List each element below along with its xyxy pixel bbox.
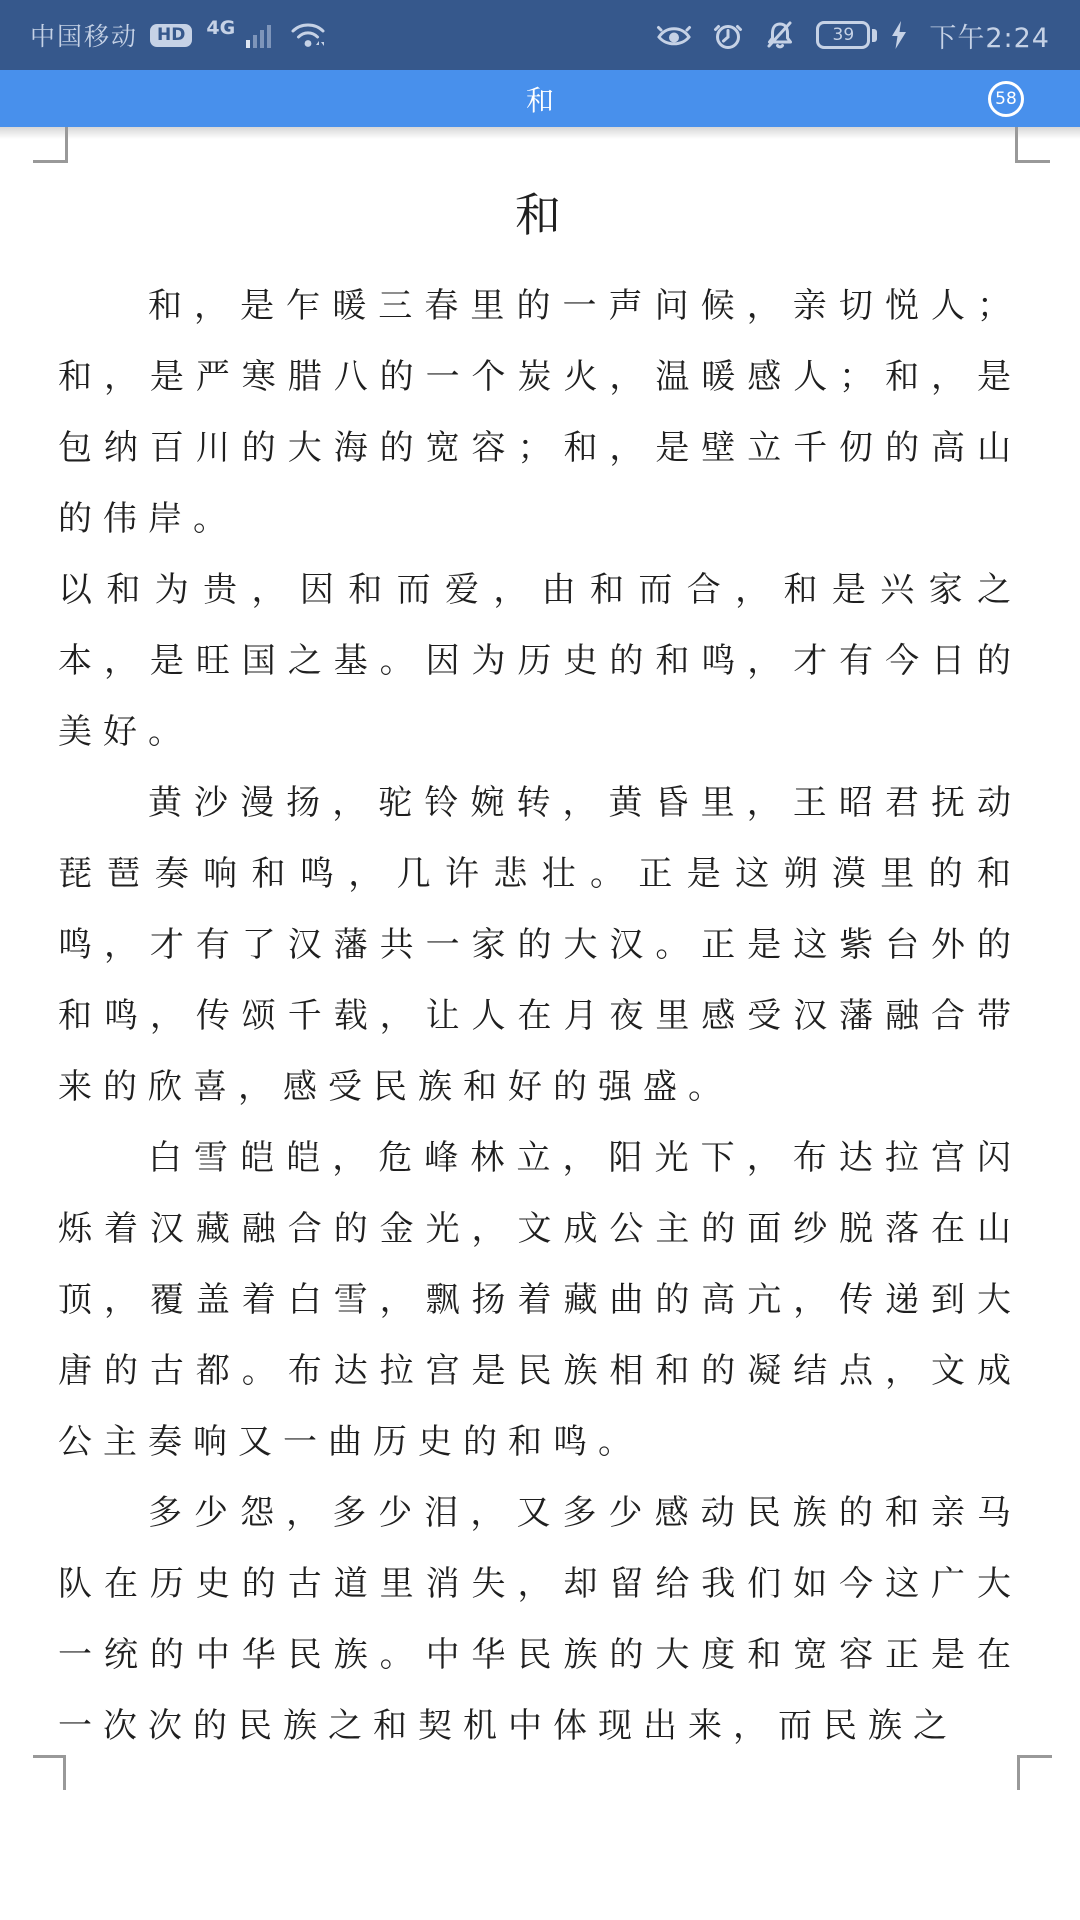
essay-paragraph: 以和为贵，因和而爱，由和而合，和是兴家之本，是旺国之基。因为历史的和鸣，才有今日的美好。 [58,570,1022,752]
status-bar [0,0,1080,70]
network-type-label: 4G [206,17,236,39]
essay-paragraph: 黄沙漫扬，驼铃婉转，黄昏里，王昭君抚动琵琶奏响和鸣，几许悲壮。正是这朔漠里的和鸣，才有了汉藩共一家的大汉。正是这紫台外的和鸣，传颂千载，让人在月夜里感受汉藩融合带来的欣喜，感受民族和好的强盛。 [58,783,1022,1107]
corner-mark-top-left [33,127,68,163]
battery-nub [872,29,877,42]
document-page[interactable] [0,127,1080,1920]
status-bar-right [646,16,1050,55]
charging-icon [891,20,907,50]
hd-badge: HD [150,24,192,47]
essay-paragraph: 多少怨，多少泪，又多少感动民族的和亲马队在历史的古道里消失，却留给我们如今这广大一统的中华民族。中华民族的大度和宽容正是在一次次的民族之和契机中体现出来，而民族之 [58,1493,1022,1746]
carrier-label: 中国移动 [30,22,139,51]
corner-mark-bottom-right [1017,1755,1052,1790]
essay-paragraph: 和，是乍暖三春里的一声问候，亲切悦人；和，是严寒腊八的一个炭火，温暖感人；和，是包纳百川的大海的宽容；和，是壁立千仞的高山的伟岸。 [58,286,1022,539]
battery-level: 39 [816,21,870,49]
eye-comfort-icon [656,21,692,49]
essay-paragraph: 白雪皑皑，危峰林立，阳光下，布达拉宫闪烁着汉藏融合的金光，文成公主的面纱脱落在山顶，覆盖着白雪，飘扬着藏曲的高亢，传递到大唐的古都。布达拉宫是民族相和的凝结点，文成公主奏响又一曲历史的和鸣。 [58,1138,1022,1462]
page-title: 和 [525,83,554,117]
alarm-clock-icon [712,20,744,50]
essay-body [0,271,1080,1762]
battery-indicator [816,21,877,49]
signal-strength-icon [246,22,272,48]
mute-icon [764,20,796,50]
app-title-bar [0,70,1080,127]
corner-mark-top-right [1015,127,1050,163]
score-badge[interactable]: 58 [988,81,1024,117]
essay-title: 和 [515,188,565,242]
corner-mark-bottom-left [33,1755,66,1790]
clock-label: 下午2:24 [929,22,1050,54]
wifi-icon [290,21,328,49]
status-bar-left [30,17,337,53]
